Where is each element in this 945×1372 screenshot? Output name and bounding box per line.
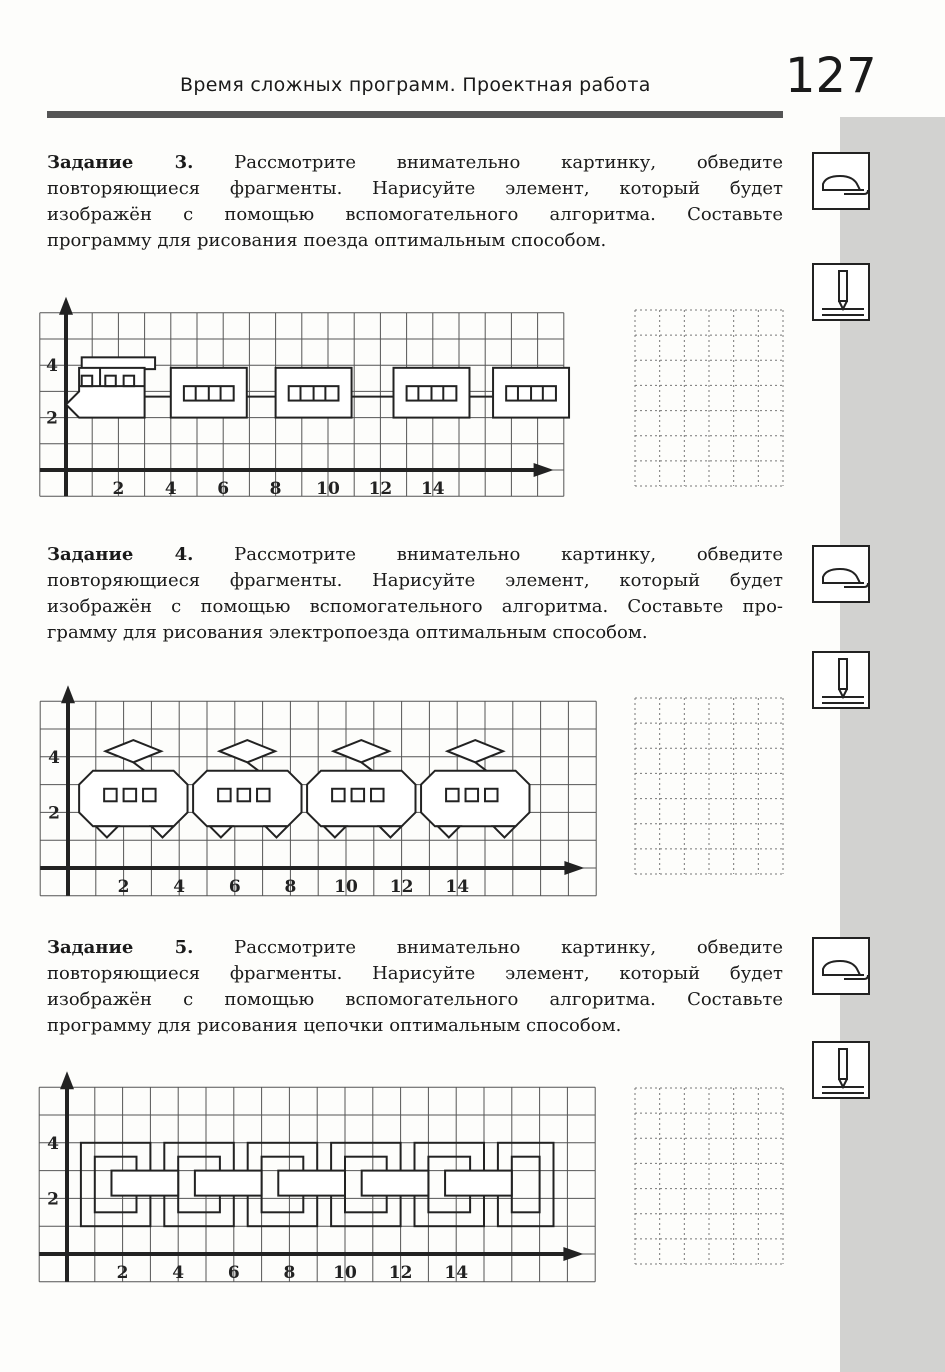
task-5-line-3: изображён с помощью вспомогательного алгоритма. Составьте — [47, 989, 783, 1010]
locomotive-window — [124, 376, 134, 386]
task-4-heading: Задание 4. — [47, 544, 194, 565]
task-4-line-3: изображён с помощью вспомогательного алгоритма. Составьте про- — [47, 596, 783, 617]
chain-y-axis-arrow — [60, 1071, 74, 1089]
electric-car-wheel — [324, 826, 346, 837]
chain-x-tick-label: 4 — [172, 1263, 185, 1283]
train-answer-grid — [635, 310, 783, 486]
task-5-line-4: программу для рисования цепочки оптимальным способом. — [47, 1015, 622, 1036]
train-x-tick-label: 8 — [269, 479, 282, 499]
train-x-tick-label: 2 — [112, 479, 125, 499]
task-3-line-1: Рассмотрите внимательно картинку, обведите — [193, 152, 784, 173]
chain-y-tick-label: 2 — [47, 1189, 59, 1210]
chain-inner-link — [512, 1157, 540, 1213]
electric-train-answer-grid — [635, 698, 783, 874]
electric-car-window — [124, 789, 137, 802]
electric-train-x-tick-label: 12 — [389, 877, 414, 897]
electric-car-window — [143, 789, 156, 802]
train-x-tick-label: 6 — [217, 479, 230, 499]
chain-y-tick-label: 4 — [47, 1133, 59, 1154]
electric-car-window — [352, 789, 365, 802]
electric-car-wheel — [151, 826, 173, 837]
pantograph-arm — [247, 762, 258, 770]
train-x-axis-arrow — [534, 463, 554, 477]
chain-x-tick-label: 8 — [283, 1263, 296, 1283]
electric-train-x-tick-label: 2 — [117, 877, 130, 897]
electric-car-window — [104, 789, 117, 802]
electric-car-wheel — [493, 826, 515, 837]
page-number: 127 — [785, 48, 877, 104]
chain-x-tick-label: 12 — [388, 1263, 413, 1283]
pantograph — [333, 740, 389, 762]
locomotive-window — [82, 376, 92, 386]
electric-train-x-tick-label: 4 — [173, 877, 186, 897]
task-4-line-1: Рассмотрите внимательно картинку, обведите — [193, 544, 784, 565]
electric-train-x-tick-label: 10 — [334, 877, 358, 897]
task-5-line-2: повторяющиеся фрагменты. Нарисуйте элемент, который будет — [47, 963, 783, 984]
electric-train-x-tick-label: 6 — [228, 877, 241, 897]
chain-bar-link — [111, 1171, 178, 1196]
train-y-axis-arrow — [59, 297, 73, 315]
pantograph-arm — [361, 762, 372, 770]
electric-train-x-tick-label: 8 — [284, 877, 297, 897]
chain-answer-grid — [635, 1088, 783, 1264]
electric-train-y-tick-label: 2 — [48, 803, 60, 824]
chain-x-tick-label: 10 — [333, 1263, 357, 1283]
chain-bar-link — [362, 1171, 429, 1196]
electric-car-wheel — [210, 826, 232, 837]
train-x-tick-label: 14 — [420, 479, 445, 499]
electric-car-window — [238, 789, 251, 802]
pantograph — [447, 740, 503, 762]
pantograph — [106, 740, 162, 762]
chain-bar-link — [195, 1171, 262, 1196]
electric-car-window — [332, 789, 345, 802]
task-3-heading: Задание 3. — [47, 152, 194, 173]
task-4-line-2: повторяющиеся фрагменты. Нарисуйте элемент, который будет — [47, 570, 783, 591]
train-x-tick-label: 4 — [164, 479, 177, 499]
electric-car-window — [485, 789, 498, 802]
electric-car-window — [466, 789, 479, 802]
task-4-line-4: грамму для рисования электропоезда оптимальным способом. — [47, 622, 648, 643]
chain-x-axis-arrow — [563, 1247, 583, 1261]
task-3-line-2: повторяющиеся фрагменты. Нарисуйте элемент, который будет — [47, 178, 783, 199]
task-5-heading: Задание 5. — [47, 937, 194, 958]
pantograph-arm — [133, 762, 144, 770]
task-3-line-4: программу для рисования поезда оптимальным способом. — [47, 230, 607, 251]
train-y-tick-label: 4 — [46, 356, 58, 377]
task-5-line-1: Рассмотрите внимательно картинку, обведите — [193, 937, 784, 958]
electric-train-x-tick-label: 14 — [445, 877, 470, 897]
electric-car-wheel — [265, 826, 287, 837]
chain-x-tick-label: 2 — [116, 1263, 129, 1283]
electric-car-window — [218, 789, 231, 802]
electric-car-wheel — [438, 826, 460, 837]
train-x-tick-label: 12 — [368, 479, 393, 499]
chain-bar-link — [445, 1171, 512, 1196]
train-x-tick-label: 10 — [316, 479, 340, 499]
electric-car-window — [257, 789, 270, 802]
chain-x-tick-label: 6 — [227, 1263, 240, 1283]
electric-train-y-tick-label: 4 — [48, 747, 60, 768]
page-header-title: Время сложных программ. Проектная работа — [180, 74, 651, 96]
electric-train-x-axis-arrow — [564, 861, 584, 875]
electric-car-wheel — [379, 826, 401, 837]
chain-x-tick-label: 14 — [444, 1263, 469, 1283]
electric-car-window — [371, 789, 384, 802]
train-y-tick-label: 2 — [46, 408, 58, 429]
locomotive-window — [105, 376, 115, 386]
pantograph — [220, 740, 276, 762]
chain-bar-link — [278, 1171, 345, 1196]
electric-car-wheel — [96, 826, 118, 837]
electric-car-window — [446, 789, 459, 802]
electric-train-y-axis-arrow — [61, 685, 75, 703]
task-3-line-3: изображён с помощью вспомогательного алгоритма. Составьте — [47, 204, 783, 225]
